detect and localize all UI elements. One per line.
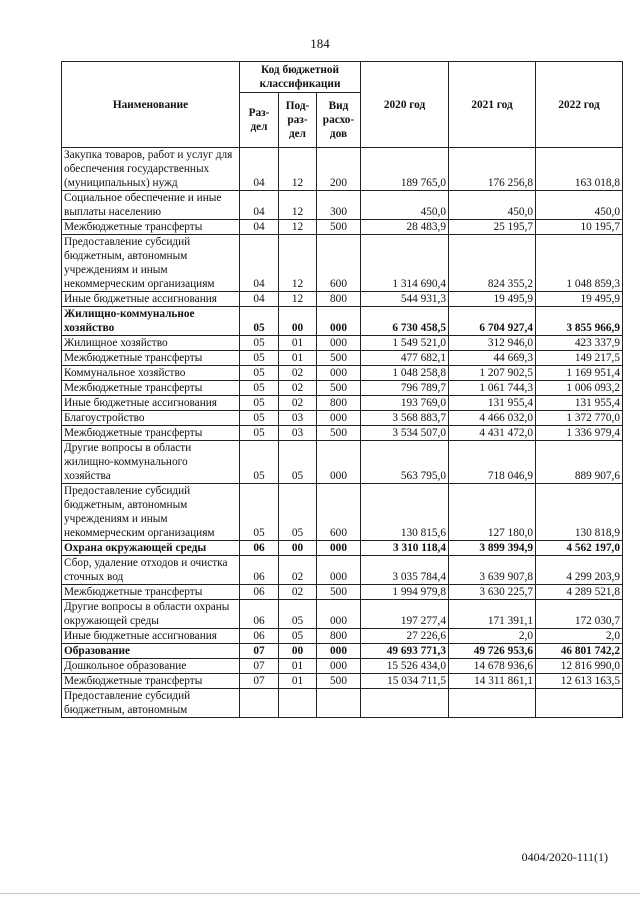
row-name: Сбор, удаление отходов и очистка сточных вод — [62, 556, 240, 585]
row-razdel: 06 — [240, 556, 279, 585]
table-row — [62, 600, 623, 629]
row-2021: 176 256,8 — [449, 148, 536, 191]
row-2020: 1 549 521,0 — [361, 336, 449, 351]
header-name: Наименование — [62, 62, 240, 148]
row-2020: 49 693 771,3 — [361, 644, 449, 659]
row-2022: 1 336 979,4 — [536, 426, 623, 441]
row-2022: 889 907,6 — [536, 441, 623, 484]
row-name: Иные бюджетные ассигнования — [62, 629, 240, 644]
row-razdel: 06 — [240, 600, 279, 629]
row-2020: 796 789,7 — [361, 381, 449, 396]
table-row — [62, 674, 623, 689]
row-podrazdel: 05 — [279, 600, 317, 629]
row-podrazdel: 00 — [279, 644, 317, 659]
header-2020: 2020 год — [361, 62, 449, 148]
row-vid: 000 — [317, 366, 361, 381]
row-2021: 44 669,3 — [449, 351, 536, 366]
row-2021: 14 678 936,6 — [449, 659, 536, 674]
row-2022: 2,0 — [536, 629, 623, 644]
row-2021: 171 391,1 — [449, 600, 536, 629]
row-name: Межбюджетные трансферты — [62, 381, 240, 396]
table-row — [62, 292, 623, 307]
row-razdel: 05 — [240, 396, 279, 411]
row-2020: 189 765,0 — [361, 148, 449, 191]
row-podrazdel: 01 — [279, 336, 317, 351]
row-2022: 163 018,8 — [536, 148, 623, 191]
row-2021: 3 630 225,7 — [449, 585, 536, 600]
row-2020: 1 994 979,8 — [361, 585, 449, 600]
row-vid: 000 — [317, 644, 361, 659]
row-2021: 127 180,0 — [449, 484, 536, 541]
row-razdel: 05 — [240, 484, 279, 541]
row-name: Межбюджетные трансферты — [62, 351, 240, 366]
row-2022: 1 048 859,3 — [536, 235, 623, 292]
table-row — [62, 336, 623, 351]
row-2020: 3 534 507,0 — [361, 426, 449, 441]
row-vid: 500 — [317, 585, 361, 600]
row-razdel: 05 — [240, 366, 279, 381]
row-podrazdel: 05 — [279, 484, 317, 541]
row-2022: 423 337,9 — [536, 336, 623, 351]
table-row — [62, 484, 623, 541]
row-podrazdel: 12 — [279, 220, 317, 235]
row-vid: 600 — [317, 235, 361, 292]
row-2022: 172 030,7 — [536, 600, 623, 629]
row-podrazdel: 03 — [279, 426, 317, 441]
row-vid: 500 — [317, 381, 361, 396]
row-podrazdel: 02 — [279, 366, 317, 381]
row-podrazdel: 05 — [279, 629, 317, 644]
row-name: Другие вопросы в области жилищно-коммунального хозяйства — [62, 441, 240, 484]
header-podrazdel: Под- раз- дел — [279, 93, 317, 148]
row-2020: 3 035 784,4 — [361, 556, 449, 585]
row-2021: 718 046,9 — [449, 441, 536, 484]
table-row — [62, 556, 623, 585]
header-razdel: Раз- дел — [240, 93, 279, 148]
table-row — [62, 585, 623, 600]
page-number: 184 — [310, 36, 330, 51]
row-podrazdel — [279, 689, 317, 718]
row-podrazdel: 01 — [279, 351, 317, 366]
row-2020: 27 226,6 — [361, 629, 449, 644]
row-2020 — [361, 689, 449, 718]
row-razdel: 05 — [240, 426, 279, 441]
row-2022: 1 006 093,2 — [536, 381, 623, 396]
row-razdel: 07 — [240, 659, 279, 674]
table-row — [62, 220, 623, 235]
row-2022: 149 217,5 — [536, 351, 623, 366]
row-razdel: 05 — [240, 336, 279, 351]
row-vid: 000 — [317, 411, 361, 426]
row-2020: 450,0 — [361, 191, 449, 220]
row-razdel: 05 — [240, 307, 279, 336]
row-podrazdel: 12 — [279, 148, 317, 191]
row-razdel: 05 — [240, 441, 279, 484]
row-2020: 3 310 118,4 — [361, 541, 449, 556]
row-2020: 1 048 258,8 — [361, 366, 449, 381]
table-row — [62, 441, 623, 484]
row-2022: 3 855 966,9 — [536, 307, 623, 336]
row-podrazdel: 00 — [279, 541, 317, 556]
row-name: Межбюджетные трансферты — [62, 674, 240, 689]
row-2020: 3 568 883,7 — [361, 411, 449, 426]
row-podrazdel: 02 — [279, 556, 317, 585]
table-row — [62, 396, 623, 411]
row-2020: 15 526 434,0 — [361, 659, 449, 674]
row-2020: 477 682,1 — [361, 351, 449, 366]
row-2021: 4 431 472,0 — [449, 426, 536, 441]
row-2020: 6 730 458,5 — [361, 307, 449, 336]
row-2021: 25 195,7 — [449, 220, 536, 235]
table-row — [62, 366, 623, 381]
row-name: Охрана окружающей среды — [62, 541, 240, 556]
row-vid — [317, 689, 361, 718]
row-2022: 130 818,9 — [536, 484, 623, 541]
row-2021: 450,0 — [449, 191, 536, 220]
row-2022: 1 169 951,4 — [536, 366, 623, 381]
table-row — [62, 148, 623, 191]
row-2022: 46 801 742,2 — [536, 644, 623, 659]
row-vid: 000 — [317, 336, 361, 351]
row-2021: 2,0 — [449, 629, 536, 644]
row-2022: 4 562 197,0 — [536, 541, 623, 556]
row-2021 — [449, 689, 536, 718]
budget-table — [61, 61, 623, 718]
row-podrazdel: 12 — [279, 191, 317, 220]
row-razdel: 04 — [240, 292, 279, 307]
row-name: Предоставление субсидий бюджетным, автономным учреждениям и иным некоммерческим организациям — [62, 484, 240, 541]
table-row — [62, 644, 623, 659]
row-name: Благоустройство — [62, 411, 240, 426]
row-vid: 500 — [317, 674, 361, 689]
document-code: 0404/2020-111(1) — [521, 850, 608, 864]
row-podrazdel: 01 — [279, 659, 317, 674]
row-vid: 800 — [317, 629, 361, 644]
row-podrazdel: 02 — [279, 585, 317, 600]
row-razdel: 07 — [240, 674, 279, 689]
row-2022: 450,0 — [536, 191, 623, 220]
scan-artifact-line — [0, 893, 640, 894]
row-2022: 12 816 990,0 — [536, 659, 623, 674]
row-name: Предоставление субсидий бюджетным, автономным учреждениям и иным некоммерческим организациям — [62, 235, 240, 292]
row-vid: 000 — [317, 659, 361, 674]
row-2021: 1 207 902,5 — [449, 366, 536, 381]
table-row — [62, 629, 623, 644]
row-2022: 131 955,4 — [536, 396, 623, 411]
row-vid: 500 — [317, 426, 361, 441]
table-row — [62, 351, 623, 366]
row-name: Образование — [62, 644, 240, 659]
row-name: Жилищное хозяйство — [62, 336, 240, 351]
row-vid: 600 — [317, 484, 361, 541]
row-name: Другие вопросы в области охраны окружающей среды — [62, 600, 240, 629]
row-2022 — [536, 689, 623, 718]
row-2020: 563 795,0 — [361, 441, 449, 484]
row-razdel: 04 — [240, 220, 279, 235]
row-2020: 197 277,4 — [361, 600, 449, 629]
row-name: Закупка товаров, работ и услуг для обеспечения государственных (муниципальных) нужд — [62, 148, 240, 191]
row-2022: 4 289 521,8 — [536, 585, 623, 600]
row-podrazdel: 12 — [279, 292, 317, 307]
table-header-row — [62, 62, 623, 93]
row-razdel: 06 — [240, 541, 279, 556]
row-name: Межбюджетные трансферты — [62, 426, 240, 441]
row-name: Предоставление субсидий бюджетным, автономным — [62, 689, 240, 718]
row-podrazdel: 12 — [279, 235, 317, 292]
row-razdel: 06 — [240, 629, 279, 644]
row-podrazdel: 05 — [279, 441, 317, 484]
row-razdel — [240, 689, 279, 718]
row-razdel: 06 — [240, 585, 279, 600]
row-vid: 500 — [317, 351, 361, 366]
row-razdel: 04 — [240, 191, 279, 220]
row-podrazdel: 02 — [279, 396, 317, 411]
row-2021: 19 495,9 — [449, 292, 536, 307]
row-vid: 200 — [317, 148, 361, 191]
row-2021: 49 726 953,6 — [449, 644, 536, 659]
row-podrazdel: 02 — [279, 381, 317, 396]
row-name: Межбюджетные трансферты — [62, 585, 240, 600]
row-2020: 130 815,6 — [361, 484, 449, 541]
row-razdel: 04 — [240, 148, 279, 191]
row-vid: 000 — [317, 556, 361, 585]
row-2021: 131 955,4 — [449, 396, 536, 411]
row-name: Межбюджетные трансферты — [62, 220, 240, 235]
row-vid: 000 — [317, 441, 361, 484]
row-vid: 000 — [317, 307, 361, 336]
table-row — [62, 411, 623, 426]
header-2022: 2022 год — [536, 62, 623, 148]
row-2021: 1 061 744,3 — [449, 381, 536, 396]
row-name: Социальное обеспечение и иные выплаты населению — [62, 191, 240, 220]
row-vid: 000 — [317, 541, 361, 556]
row-vid: 000 — [317, 600, 361, 629]
table-row — [62, 191, 623, 220]
row-name: Жилищно-коммунальное хозяйство — [62, 307, 240, 336]
table-row — [62, 426, 623, 441]
table-row — [62, 307, 623, 336]
row-2021: 4 466 032,0 — [449, 411, 536, 426]
row-name: Иные бюджетные ассигнования — [62, 396, 240, 411]
row-2022: 12 613 163,5 — [536, 674, 623, 689]
row-podrazdel: 00 — [279, 307, 317, 336]
row-2021: 3 639 907,8 — [449, 556, 536, 585]
row-2022: 19 495,9 — [536, 292, 623, 307]
row-name: Иные бюджетные ассигнования — [62, 292, 240, 307]
row-2021: 3 899 394,9 — [449, 541, 536, 556]
row-vid: 800 — [317, 292, 361, 307]
row-razdel: 05 — [240, 381, 279, 396]
row-razdel: 04 — [240, 235, 279, 292]
header-2021: 2021 год — [449, 62, 536, 148]
header-code-group: Код бюджетной классификации — [240, 62, 361, 93]
row-razdel: 05 — [240, 351, 279, 366]
table-row — [62, 689, 623, 718]
table-row — [62, 541, 623, 556]
row-2022: 4 299 203,9 — [536, 556, 623, 585]
row-name: Дошкольное образование — [62, 659, 240, 674]
row-razdel: 07 — [240, 644, 279, 659]
table-row — [62, 381, 623, 396]
header-vid: Вид расхо- дов — [317, 93, 361, 148]
row-2020: 15 034 711,5 — [361, 674, 449, 689]
row-2021: 824 355,2 — [449, 235, 536, 292]
table-body — [62, 148, 623, 718]
row-2022: 10 195,7 — [536, 220, 623, 235]
row-2021: 6 704 927,4 — [449, 307, 536, 336]
row-2020: 193 769,0 — [361, 396, 449, 411]
row-2020: 1 314 690,4 — [361, 235, 449, 292]
row-2021: 312 946,0 — [449, 336, 536, 351]
row-name: Коммунальное хозяйство — [62, 366, 240, 381]
row-2020: 544 931,3 — [361, 292, 449, 307]
row-vid: 300 — [317, 191, 361, 220]
row-vid: 800 — [317, 396, 361, 411]
row-podrazdel: 01 — [279, 674, 317, 689]
row-vid: 500 — [317, 220, 361, 235]
table-row — [62, 659, 623, 674]
table-row — [62, 235, 623, 292]
row-2021: 14 311 861,1 — [449, 674, 536, 689]
row-2020: 28 483,9 — [361, 220, 449, 235]
row-razdel: 05 — [240, 411, 279, 426]
row-podrazdel: 03 — [279, 411, 317, 426]
row-2022: 1 372 770,0 — [536, 411, 623, 426]
